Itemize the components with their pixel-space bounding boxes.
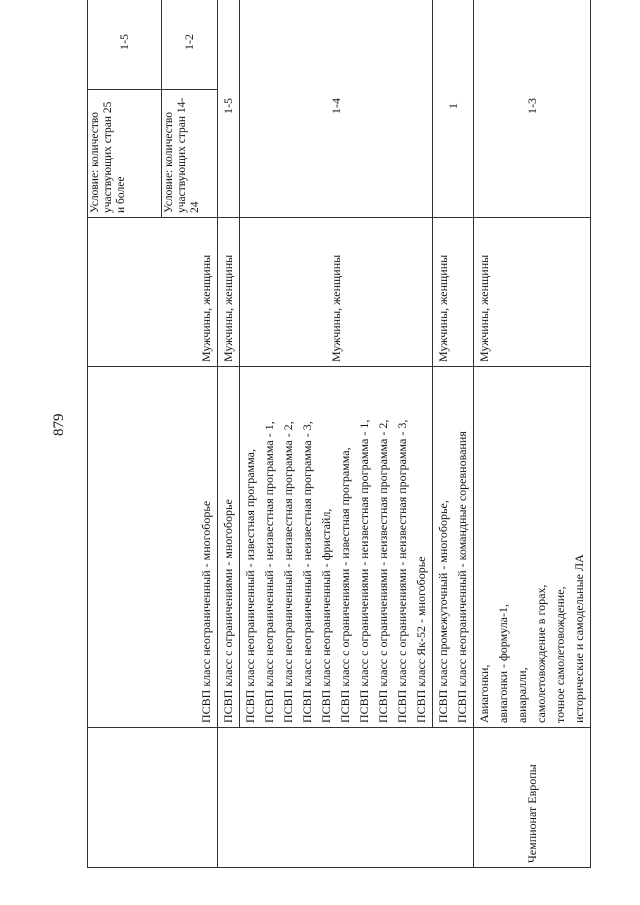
discipline-line: ПСВП класс неограниченный - неизвестная программа - 1, bbox=[262, 421, 276, 723]
discipline-line: ПСВП класс с ограничениями - известная программа, bbox=[338, 447, 352, 723]
discipline-line: исторические и самодельные ЛА bbox=[572, 554, 586, 723]
condition-cell: Условие: количество участвующих стран 25 и более bbox=[88, 90, 162, 218]
page-number: 879 bbox=[51, 413, 67, 436]
participants-cell: Мужчины, женщины bbox=[218, 218, 240, 367]
discipline-line: ПСВП класс с ограничениями - неизвестная программа - 2, bbox=[376, 419, 390, 723]
participants-cell: Мужчины, женщины bbox=[240, 218, 433, 367]
rotated-page-table bbox=[87, 34, 586, 868]
discipline-list-cell bbox=[240, 367, 433, 728]
discipline-line: точное самолетовождение, bbox=[553, 586, 567, 723]
discipline-line: ПСВП класс с ограничениями - неизвестная программа - 1, bbox=[357, 419, 371, 723]
discipline-line: ПСВП класс с ограничениями - неизвестная программа - 3, bbox=[395, 419, 409, 723]
condition-cell: Условие: количество участвующих стран 14-24 bbox=[162, 90, 218, 218]
place-cell: 1-2 bbox=[162, 0, 218, 90]
table-row bbox=[218, 0, 240, 868]
discipline-list-cell bbox=[474, 367, 591, 728]
place-cell: 1-5 bbox=[218, 0, 240, 218]
competition-name-cell: Чемпионат Европы bbox=[474, 728, 591, 868]
participants-cell: Мужчины, женщины bbox=[433, 218, 474, 367]
table-row bbox=[88, 0, 162, 868]
discipline-cell: ПСВП класс с ограничениями - многоборье bbox=[218, 367, 240, 728]
competition-cell bbox=[218, 728, 474, 868]
discipline-line: авиаралли, bbox=[515, 667, 529, 723]
discipline-line: ПСВП класс неограниченный - известная программа, bbox=[243, 449, 257, 723]
discipline-line: ПСВП класс неограниченный - неизвестная программа - 2, bbox=[281, 421, 295, 723]
competition-cell bbox=[88, 728, 218, 868]
discipline-line: ПСВП класс промежуточный - многоборье, bbox=[436, 500, 450, 723]
discipline-line: ПСВП класс неограниченный - фристайл, bbox=[319, 508, 333, 723]
discipline-cell: ПСВП класс неограниченный - многоборье bbox=[88, 367, 218, 728]
place-cell: 1 bbox=[433, 0, 474, 218]
participants-cell: Мужчины, женщины bbox=[88, 218, 218, 367]
discipline-line: ПСВП класс Як-52 - многоборье bbox=[414, 556, 428, 723]
table-row bbox=[474, 0, 591, 868]
discipline-list-cell bbox=[433, 367, 474, 728]
participants-cell: Мужчины, женщины bbox=[474, 218, 591, 367]
discipline-line: ПСВП класс неограниченный - неизвестная программа - 3, bbox=[300, 421, 314, 723]
discipline-line: ПСВП класс неограниченный - командные соревнования bbox=[455, 431, 469, 723]
discipline-line: авиагонки - формула-1, bbox=[496, 603, 510, 723]
place-cell: 1-3 bbox=[474, 0, 591, 218]
discipline-line: самолетовождение в горах, bbox=[534, 584, 548, 723]
place-cell: 1-4 bbox=[240, 0, 433, 218]
place-cell: 1-5 bbox=[88, 0, 162, 90]
results-table bbox=[87, 0, 591, 868]
discipline-line: Авиагонки, bbox=[477, 664, 491, 723]
